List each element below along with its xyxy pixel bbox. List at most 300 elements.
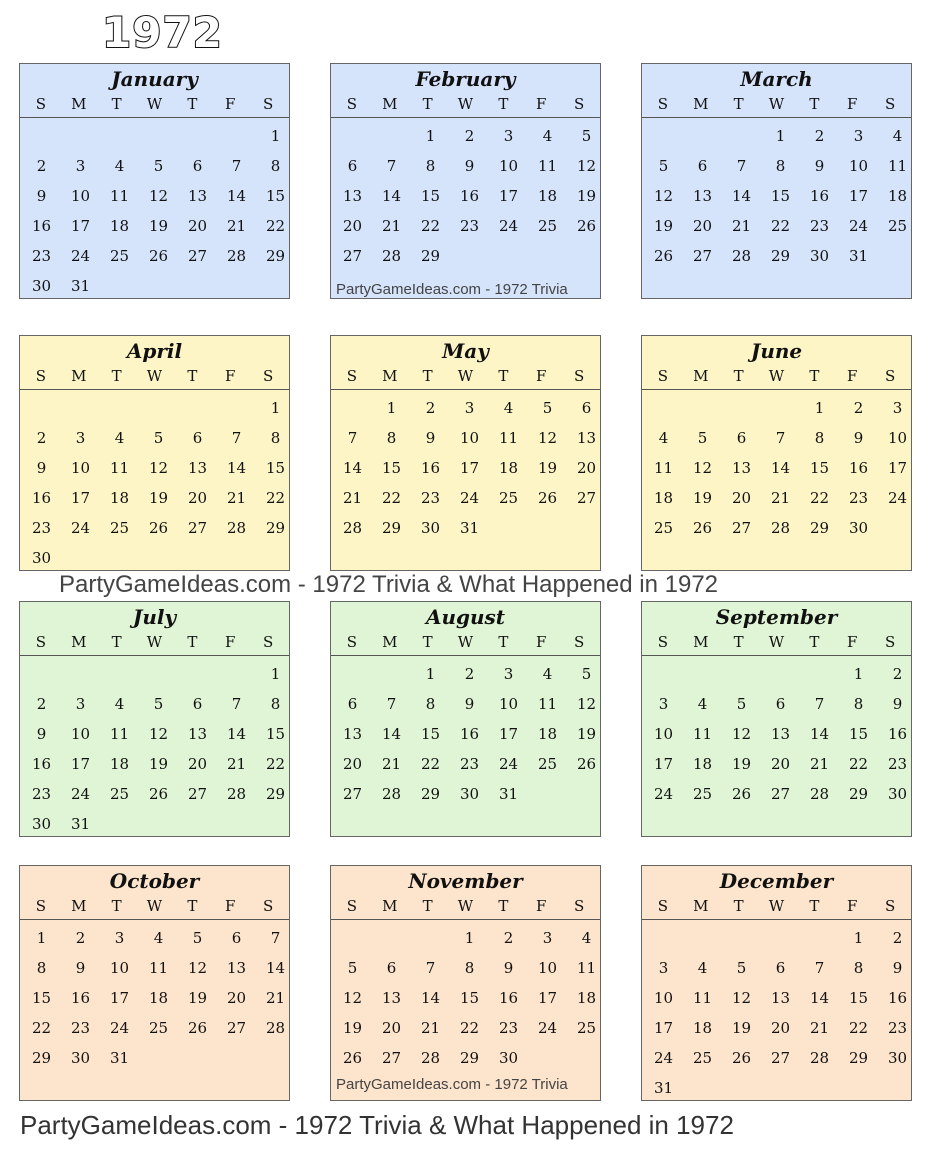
weekday-label: S <box>346 897 358 915</box>
weekday-label: M <box>382 367 398 385</box>
weekday-label: T <box>422 633 433 651</box>
empty-day-cell <box>683 396 722 426</box>
day-cell: 17 <box>653 1019 674 1037</box>
day-cell: 9 <box>75 959 86 977</box>
day-cell: 20 <box>731 489 752 507</box>
day-cell: 13 <box>731 459 752 477</box>
empty-day-cell <box>100 662 139 692</box>
day-cell: 23 <box>31 519 52 537</box>
day-cell: 28 <box>226 247 247 265</box>
day-cell: 8 <box>853 695 864 713</box>
day-cell: 23 <box>459 755 480 773</box>
day-cell: 16 <box>31 217 52 235</box>
day-cell: 24 <box>848 217 869 235</box>
day-cell: 22 <box>265 489 286 507</box>
day-cell: 27 <box>342 785 363 803</box>
day-cell: 6 <box>231 929 242 947</box>
day-cell: 15 <box>265 725 286 743</box>
day-cell: 5 <box>347 959 358 977</box>
day-cell: 16 <box>498 989 519 1007</box>
day-grid <box>22 124 295 304</box>
day-cell: 5 <box>153 157 164 175</box>
day-cell: 10 <box>537 959 558 977</box>
empty-day-cell <box>217 396 256 426</box>
day-cell: 12 <box>148 187 169 205</box>
day-cell: 25 <box>109 247 130 265</box>
day-cell: 9 <box>503 959 514 977</box>
weekday-label: T <box>498 367 509 385</box>
day-cell: 10 <box>498 695 519 713</box>
day-cell: 3 <box>853 127 864 145</box>
day-cell: 30 <box>887 1049 908 1067</box>
day-cell: 30 <box>848 519 869 537</box>
weekday-label: T <box>187 367 198 385</box>
day-cell: 22 <box>265 217 286 235</box>
weekday-label: S <box>573 367 585 385</box>
weekday-label: F <box>536 897 547 915</box>
day-cell: 28 <box>226 785 247 803</box>
day-cell: 6 <box>386 959 397 977</box>
day-cell: 3 <box>464 399 475 417</box>
empty-day-cell <box>800 662 839 692</box>
day-of-week-header <box>642 94 911 118</box>
weekday-label: S <box>573 95 585 113</box>
weekday-label: M <box>71 367 87 385</box>
month-march <box>641 63 912 299</box>
weekday-label: S <box>262 95 274 113</box>
day-cell: 30 <box>420 519 441 537</box>
day-cell: 11 <box>692 989 713 1007</box>
weekday-label: T <box>809 897 820 915</box>
day-cell: 28 <box>731 247 752 265</box>
day-cell: 10 <box>653 725 674 743</box>
day-cell: 16 <box>809 187 830 205</box>
day-cell: 8 <box>36 959 47 977</box>
day-cell: 28 <box>809 1049 830 1067</box>
day-cell: 29 <box>809 519 830 537</box>
empty-day-cell <box>22 396 61 426</box>
day-cell: 23 <box>70 1019 91 1037</box>
day-cell: 6 <box>775 959 786 977</box>
weekday-label: F <box>225 897 236 915</box>
day-cell: 27 <box>770 785 791 803</box>
watermark-november: PartyGameIdeas.com - 1972 Trivia <box>336 1076 568 1093</box>
day-cell: 18 <box>692 755 713 773</box>
day-cell: 4 <box>542 665 553 683</box>
day-cell: 9 <box>892 959 903 977</box>
day-cell: 18 <box>576 989 597 1007</box>
day-cell: 20 <box>187 489 208 507</box>
day-cell: 5 <box>542 399 553 417</box>
day-cell: 18 <box>653 489 674 507</box>
day-cell: 27 <box>731 519 752 537</box>
weekday-label: T <box>187 95 198 113</box>
empty-day-cell <box>644 662 683 692</box>
empty-day-cell <box>178 396 217 426</box>
day-cell: 28 <box>770 519 791 537</box>
weekday-label: T <box>733 95 744 113</box>
day-cell: 26 <box>576 755 597 773</box>
day-cell: 29 <box>265 785 286 803</box>
day-cell: 30 <box>459 785 480 803</box>
weekday-label: T <box>809 95 820 113</box>
day-cell: 30 <box>31 815 52 833</box>
day-cell: 15 <box>809 459 830 477</box>
day-cell: 23 <box>459 217 480 235</box>
day-cell: 22 <box>459 1019 480 1037</box>
day-cell: 18 <box>148 989 169 1007</box>
day-cell: 30 <box>31 549 52 567</box>
day-of-week-header <box>20 94 289 118</box>
day-cell: 2 <box>36 429 47 447</box>
day-cell: 14 <box>420 989 441 1007</box>
weekday-label: S <box>657 95 669 113</box>
day-cell: 2 <box>853 399 864 417</box>
weekday-label: F <box>536 367 547 385</box>
day-of-week-header <box>20 896 289 920</box>
day-cell: 30 <box>887 785 908 803</box>
day-cell: 15 <box>420 187 441 205</box>
day-cell: 1 <box>386 399 397 417</box>
day-cell: 8 <box>270 429 281 447</box>
day-cell: 17 <box>459 459 480 477</box>
day-cell: 25 <box>537 755 558 773</box>
day-cell: 26 <box>148 785 169 803</box>
day-cell: 4 <box>503 399 514 417</box>
day-cell: 11 <box>148 959 169 977</box>
month-title: January <box>111 67 198 91</box>
day-cell: 15 <box>265 459 286 477</box>
day-cell: 15 <box>848 989 869 1007</box>
month-title: August <box>425 605 506 629</box>
weekday-label: T <box>733 367 744 385</box>
day-cell: 28 <box>420 1049 441 1067</box>
day-cell: 16 <box>459 725 480 743</box>
day-cell: 27 <box>187 519 208 537</box>
day-cell: 22 <box>848 755 869 773</box>
day-cell: 23 <box>31 785 52 803</box>
empty-day-cell <box>139 124 178 154</box>
day-cell: 27 <box>226 1019 247 1037</box>
month-february <box>330 63 601 299</box>
day-cell: 13 <box>381 989 402 1007</box>
month-april <box>19 335 290 571</box>
day-cell: 12 <box>731 725 752 743</box>
weekday-label: S <box>884 95 896 113</box>
month-title: February <box>415 67 516 91</box>
day-cell: 19 <box>576 187 597 205</box>
day-cell: 26 <box>187 1019 208 1037</box>
day-cell: 2 <box>892 929 903 947</box>
day-cell: 21 <box>809 1019 830 1037</box>
day-cell: 16 <box>459 187 480 205</box>
day-cell: 17 <box>70 755 91 773</box>
weekday-label: S <box>573 897 585 915</box>
weekday-label: F <box>536 633 547 651</box>
empty-day-cell <box>761 662 800 692</box>
weekday-label: W <box>768 95 785 113</box>
day-cell: 26 <box>537 489 558 507</box>
day-cell: 16 <box>31 489 52 507</box>
day-cell: 10 <box>70 725 91 743</box>
day-grid <box>644 396 917 546</box>
day-cell: 1 <box>270 127 281 145</box>
day-cell: 23 <box>420 489 441 507</box>
day-cell: 12 <box>187 959 208 977</box>
month-december <box>641 865 912 1101</box>
day-cell: 29 <box>459 1049 480 1067</box>
day-cell: 5 <box>736 695 747 713</box>
day-cell: 28 <box>342 519 363 537</box>
day-cell: 15 <box>770 187 791 205</box>
day-cell: 6 <box>581 399 592 417</box>
day-cell: 15 <box>381 459 402 477</box>
day-of-week-header <box>642 632 911 656</box>
day-cell: 29 <box>848 785 869 803</box>
day-cell: 15 <box>265 187 286 205</box>
weekday-label: T <box>111 367 122 385</box>
empty-day-cell <box>644 396 683 426</box>
day-cell: 7 <box>814 695 825 713</box>
day-cell: 2 <box>75 929 86 947</box>
day-cell: 5 <box>658 157 669 175</box>
day-cell: 1 <box>853 929 864 947</box>
day-cell: 24 <box>498 755 519 773</box>
day-cell: 29 <box>420 785 441 803</box>
day-cell: 14 <box>731 187 752 205</box>
day-cell: 10 <box>109 959 130 977</box>
day-cell: 12 <box>576 695 597 713</box>
day-cell: 20 <box>226 989 247 1007</box>
day-cell: 18 <box>109 489 130 507</box>
day-cell: 28 <box>226 519 247 537</box>
day-cell: 2 <box>425 399 436 417</box>
weekday-label: F <box>225 367 236 385</box>
weekday-label: S <box>346 633 358 651</box>
day-cell: 21 <box>226 755 247 773</box>
day-grid <box>644 124 917 274</box>
day-cell: 14 <box>809 989 830 1007</box>
weekday-label: T <box>422 95 433 113</box>
day-cell: 15 <box>420 725 441 743</box>
weekday-label: W <box>768 367 785 385</box>
weekday-label: T <box>187 897 198 915</box>
day-cell: 15 <box>31 989 52 1007</box>
day-cell: 9 <box>853 429 864 447</box>
day-cell: 3 <box>503 127 514 145</box>
day-cell: 19 <box>187 989 208 1007</box>
day-cell: 12 <box>692 459 713 477</box>
day-cell: 22 <box>420 755 441 773</box>
weekday-label: T <box>498 897 509 915</box>
day-cell: 26 <box>148 247 169 265</box>
day-cell: 28 <box>265 1019 286 1037</box>
empty-day-cell <box>178 124 217 154</box>
empty-day-cell <box>722 124 761 154</box>
empty-day-cell <box>722 662 761 692</box>
day-cell: 26 <box>731 1049 752 1067</box>
day-cell: 18 <box>692 1019 713 1037</box>
day-cell: 24 <box>537 1019 558 1037</box>
day-grid <box>22 396 295 576</box>
day-cell: 4 <box>114 429 125 447</box>
day-cell: 18 <box>109 755 130 773</box>
day-cell: 14 <box>770 459 791 477</box>
day-cell: 13 <box>226 959 247 977</box>
day-cell: 21 <box>809 755 830 773</box>
day-cell: 21 <box>381 755 402 773</box>
day-of-week-header <box>20 632 289 656</box>
month-november <box>330 865 601 1101</box>
weekday-label: M <box>71 633 87 651</box>
day-cell: 22 <box>848 1019 869 1037</box>
day-cell: 16 <box>31 755 52 773</box>
day-cell: 17 <box>537 989 558 1007</box>
day-cell: 30 <box>70 1049 91 1067</box>
day-cell: 10 <box>653 989 674 1007</box>
day-of-week-header <box>331 366 600 390</box>
weekday-label: M <box>693 95 709 113</box>
weekday-label: S <box>573 633 585 651</box>
month-september <box>641 601 912 837</box>
day-cell: 10 <box>887 429 908 447</box>
day-cell: 14 <box>381 187 402 205</box>
empty-day-cell <box>644 124 683 154</box>
weekday-label: T <box>809 367 820 385</box>
weekday-label: F <box>847 95 858 113</box>
day-cell: 27 <box>770 1049 791 1067</box>
day-cell: 10 <box>848 157 869 175</box>
day-cell: 18 <box>498 459 519 477</box>
day-cell: 8 <box>386 429 397 447</box>
month-may <box>330 335 601 571</box>
day-cell: 25 <box>109 785 130 803</box>
day-cell: 12 <box>148 459 169 477</box>
day-grid <box>22 662 295 842</box>
month-title: May <box>442 339 489 363</box>
weekday-label: T <box>187 633 198 651</box>
day-cell: 6 <box>347 695 358 713</box>
month-title: October <box>109 869 200 893</box>
day-cell: 26 <box>692 519 713 537</box>
empty-day-cell <box>100 124 139 154</box>
weekday-label: T <box>498 95 509 113</box>
day-cell: 14 <box>226 459 247 477</box>
day-cell: 7 <box>814 959 825 977</box>
empty-day-cell <box>683 926 722 956</box>
watermark-middle: PartyGameIdeas.com - 1972 Trivia & What Happened in 1972 <box>55 571 722 599</box>
day-of-week-header <box>642 366 911 390</box>
day-of-week-header <box>20 366 289 390</box>
day-cell: 3 <box>892 399 903 417</box>
day-cell: 4 <box>114 157 125 175</box>
day-cell: 1 <box>425 127 436 145</box>
weekday-label: T <box>498 633 509 651</box>
day-cell: 23 <box>887 755 908 773</box>
day-cell: 13 <box>342 725 363 743</box>
weekday-label: S <box>884 367 896 385</box>
empty-day-cell <box>178 662 217 692</box>
day-cell: 27 <box>692 247 713 265</box>
day-cell: 26 <box>148 519 169 537</box>
day-cell: 22 <box>265 755 286 773</box>
day-cell: 14 <box>809 725 830 743</box>
day-cell: 25 <box>148 1019 169 1037</box>
day-cell: 19 <box>731 755 752 773</box>
day-cell: 2 <box>892 665 903 683</box>
weekday-label: M <box>693 367 709 385</box>
weekday-label: S <box>657 897 669 915</box>
day-cell: 7 <box>386 695 397 713</box>
day-cell: 21 <box>420 1019 441 1037</box>
empty-day-cell <box>761 396 800 426</box>
day-cell: 9 <box>36 459 47 477</box>
day-cell: 27 <box>381 1049 402 1067</box>
day-cell: 27 <box>342 247 363 265</box>
day-cell: 25 <box>109 519 130 537</box>
day-cell: 23 <box>887 1019 908 1037</box>
day-cell: 29 <box>381 519 402 537</box>
day-cell: 25 <box>576 1019 597 1037</box>
day-cell: 13 <box>770 989 791 1007</box>
day-cell: 5 <box>736 959 747 977</box>
day-cell: 17 <box>70 217 91 235</box>
day-cell: 5 <box>581 665 592 683</box>
weekday-label: S <box>884 633 896 651</box>
day-cell: 4 <box>892 127 903 145</box>
day-cell: 3 <box>114 929 125 947</box>
day-cell: 8 <box>425 695 436 713</box>
day-cell: 31 <box>70 815 91 833</box>
day-grid <box>333 396 606 546</box>
day-cell: 11 <box>692 725 713 743</box>
day-cell: 10 <box>459 429 480 447</box>
weekday-label: M <box>382 633 398 651</box>
day-cell: 3 <box>542 929 553 947</box>
empty-day-cell <box>61 124 100 154</box>
weekday-label: M <box>382 95 398 113</box>
day-cell: 11 <box>576 959 597 977</box>
day-cell: 12 <box>653 187 674 205</box>
day-cell: 3 <box>75 157 86 175</box>
day-cell: 1 <box>853 665 864 683</box>
weekday-label: S <box>346 367 358 385</box>
weekday-label: W <box>457 897 474 915</box>
day-cell: 5 <box>192 929 203 947</box>
day-cell: 2 <box>814 127 825 145</box>
day-cell: 16 <box>887 989 908 1007</box>
day-grid <box>644 662 917 812</box>
day-cell: 13 <box>692 187 713 205</box>
day-cell: 28 <box>381 785 402 803</box>
empty-day-cell <box>722 926 761 956</box>
weekday-label: S <box>262 633 274 651</box>
day-cell: 21 <box>770 489 791 507</box>
day-cell: 8 <box>853 959 864 977</box>
day-cell: 11 <box>109 459 130 477</box>
day-cell: 1 <box>36 929 47 947</box>
day-cell: 20 <box>770 755 791 773</box>
month-august <box>330 601 601 837</box>
day-cell: 19 <box>653 217 674 235</box>
day-cell: 24 <box>653 1049 674 1067</box>
day-cell: 31 <box>848 247 869 265</box>
day-cell: 25 <box>692 1049 713 1067</box>
day-cell: 26 <box>576 217 597 235</box>
day-cell: 28 <box>809 785 830 803</box>
day-cell: 3 <box>75 695 86 713</box>
month-title: June <box>750 339 803 363</box>
